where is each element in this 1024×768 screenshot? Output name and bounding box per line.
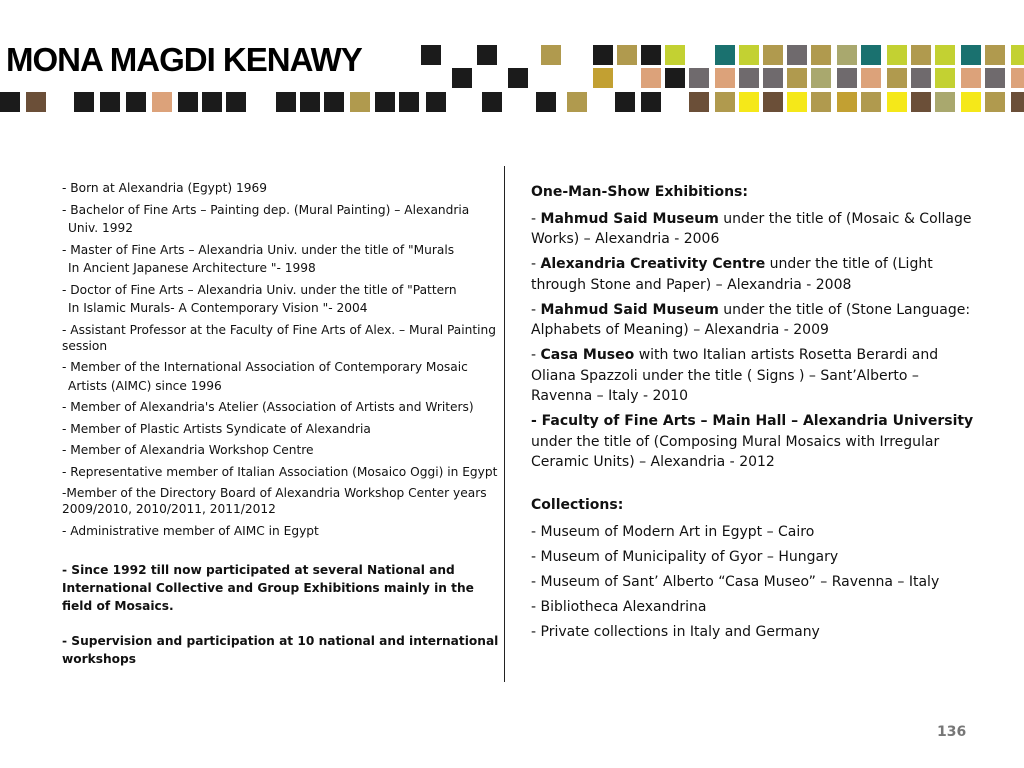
mosaic-tile — [715, 68, 735, 88]
mosaic-tile — [985, 45, 1005, 65]
mosaic-tile — [300, 92, 320, 112]
mosaic-tile — [739, 45, 759, 65]
mosaic-tile — [715, 45, 735, 65]
mosaic-tile — [665, 45, 685, 65]
mosaic-tile — [0, 92, 20, 112]
collection-item: - Museum of Municipality of Gyor – Hungary — [531, 548, 839, 565]
bio-line: Univ. 1992 — [68, 221, 134, 235]
column-divider — [504, 166, 505, 682]
mosaic-tile — [763, 68, 783, 88]
exhibition-item: - Mahmud Said Museum under the title of (Stone Language: Alphabets of Meaning) – Alexandria - 2009 — [531, 301, 971, 338]
mosaic-tile — [763, 45, 783, 65]
bio-line: - Since 1992 till now participated at several National and International Collective and Group Exhibitions mainly in the field of Mosaics. — [62, 563, 474, 613]
mosaic-tile — [74, 92, 94, 112]
mosaic-tile — [787, 92, 807, 112]
exhibition-description: under the title of (Mosaic & Collage Works) – Alexandria - 2006 — [531, 210, 972, 247]
bio-line: - Assistant Professor at the Faculty of Fine Arts of Alex. – Mural Painting session — [62, 322, 496, 353]
exhibition-item: - Casa Museo with two Italian artists Rosetta Berardi and Oliana Spazzoli under the title ( Signs ) – Sant’Alberto – Ravenna – Italy - 2010 — [531, 347, 939, 404]
mosaic-tile — [961, 45, 981, 65]
mosaic-tile — [617, 45, 637, 65]
mosaic-tile — [887, 68, 907, 88]
page-number: 136 — [937, 724, 967, 740]
collection-item: - Bibliotheca Alexandrina — [531, 598, 707, 615]
mosaic-tile — [421, 45, 441, 65]
mosaic-tile — [787, 45, 807, 65]
mosaic-tile — [1011, 45, 1024, 65]
bio-line: In Ancient Japanese Architecture "- 1998 — [68, 261, 316, 275]
mosaic-tile — [665, 68, 685, 88]
collections-list — [531, 522, 981, 643]
exhibition-venue: - Faculty of Fine Arts – Main Hall – Alexandria University — [531, 413, 974, 429]
mosaic-tile — [536, 92, 556, 112]
exhibition-item — [531, 411, 981, 473]
mosaic-tile — [689, 92, 709, 112]
bio-line: - Member of Alexandria Workshop Centre — [62, 443, 314, 457]
mosaic-tile — [811, 45, 831, 65]
mosaic-tile — [226, 92, 246, 112]
collection-item: - Museum of Sant’ Alberto “Casa Museo” – Ravenna – Italy — [531, 573, 940, 590]
mosaic-tile — [641, 92, 661, 112]
biography-column — [62, 180, 502, 668]
mosaic-tile — [985, 92, 1005, 112]
mosaic-tile — [152, 92, 172, 112]
mosaic-tile — [615, 92, 635, 112]
bio-line: - Doctor of Fine Arts – Alexandria Univ. under the title of "Pattern — [62, 282, 457, 297]
bio-line: -Member of the Directory Board of Alexandria Workshop Center years 2009/2010, 2010/2011, 2011/2012 — [62, 486, 487, 516]
mosaic-tile — [178, 92, 198, 112]
mosaic-tile — [641, 45, 661, 65]
bio-line: - Supervision and participation at 10 national and international workshops — [62, 634, 499, 666]
mosaic-tile — [593, 45, 613, 65]
bio-line: - Member of Alexandria's Atelier (Association of Artists and Writers) — [62, 400, 474, 414]
mosaic-tile — [961, 68, 981, 88]
mosaic-tile — [126, 92, 146, 112]
bio-line: - Member of the International Association of Contemporary Mosaic — [62, 360, 468, 374]
exhibition-description: under the title of (Stone Language: Alphabets of Meaning) – Alexandria - 2009 — [531, 301, 971, 338]
exhibition-venue: Mahmud Said Museum — [540, 210, 719, 227]
mosaic-tile — [375, 92, 395, 112]
mosaic-tile — [861, 68, 881, 88]
exhibition-description: with two Italian artists Rosetta Berardi and Oliana Spazzoli under the title ( Signs ) – Sant’Alberto – Ravenna – Italy - 2010 — [531, 347, 939, 404]
exhibition-venue: Casa Museo — [540, 347, 635, 363]
mosaic-tile — [811, 68, 831, 88]
mosaic-tile — [477, 45, 497, 65]
mosaic-tile — [887, 45, 907, 65]
mosaic-tile — [935, 45, 955, 65]
mosaic-tile — [861, 92, 881, 112]
exhibition-item: - Mahmud Said Museum under the title of (Mosaic & Collage Works) – Alexandria - 2006 — [531, 210, 972, 247]
mosaic-tile — [985, 68, 1005, 88]
mosaic-tile — [541, 45, 561, 65]
bio-line: Artists (AIMC) since 1996 — [68, 378, 222, 393]
mosaic-tile — [350, 92, 370, 112]
exhibition-venue: Alexandria Creativity Centre — [540, 256, 766, 272]
mosaic-tile — [911, 68, 931, 88]
mosaic-tile — [641, 68, 661, 88]
exhibition-description: under the title of (Composing Mural Mosaics with Irregular Ceramic Units) – Alexandria - 2012 — [531, 433, 940, 470]
mosaic-tile — [837, 92, 857, 112]
mosaic-tile — [567, 92, 587, 112]
mosaic-tile — [715, 92, 735, 112]
exhibition-description: under the title of (Light through Stone and Paper) – Alexandria - 2008 — [531, 256, 933, 293]
bio-line: - Representative member of Italian Association (Mosaico Oggi) in Egypt — [62, 464, 498, 479]
exhibitions-column — [531, 182, 981, 647]
mosaic-tile — [763, 92, 783, 112]
mosaic-tile — [1011, 68, 1024, 88]
mosaic-tile — [482, 92, 502, 112]
mosaic-tile — [593, 68, 613, 88]
exhibitions-heading: One-Man-Show Exhibitions: — [531, 184, 748, 200]
bio-line: - Member of Plastic Artists Syndicate of Alexandria — [62, 421, 371, 436]
mosaic-tile — [100, 92, 120, 112]
mosaic-tile — [861, 45, 881, 65]
collection-item: - Private collections in Italy and Germany — [531, 623, 820, 640]
mosaic-tile — [961, 92, 981, 112]
mosaic-tile — [1011, 92, 1024, 112]
mosaic-tile — [689, 68, 709, 88]
mosaic-tile — [911, 45, 931, 65]
mosaic-tile — [935, 68, 955, 88]
mosaic-tile — [426, 92, 446, 112]
mosaic-tile — [787, 68, 807, 88]
mosaic-tile — [911, 92, 931, 112]
mosaic-tile — [739, 92, 759, 112]
bio-line: - Administrative member of AIMC in Egypt — [62, 523, 319, 538]
mosaic-tile — [739, 68, 759, 88]
mosaic-tile — [399, 92, 419, 112]
mosaic-tile — [202, 92, 222, 112]
collection-item: - Museum of Modern Art in Egypt – Cairo — [531, 523, 815, 540]
collections-heading: Collections: — [531, 497, 624, 513]
bio-line: - Master of Fine Arts – Alexandria Univ. under the title of "Murals — [62, 242, 455, 257]
mosaic-tile — [508, 68, 528, 88]
exhibitions-list — [531, 209, 981, 473]
bio-line: - Born at Alexandria (Egypt) 1969 — [62, 181, 268, 195]
bio-line: In Islamic Murals- A Contemporary Vision "- 2004 — [68, 301, 368, 315]
mosaic-tile — [324, 92, 344, 112]
mosaic-tile — [26, 92, 46, 112]
mosaic-tile — [837, 68, 857, 88]
mosaic-tile — [887, 92, 907, 112]
bio-line: - Bachelor of Fine Arts – Painting dep. (Mural Painting) – Alexandria — [62, 202, 470, 217]
mosaic-tile — [935, 92, 955, 112]
exhibition-item: - Alexandria Creativity Centre under the title of (Light through Stone and Paper) – Alexandria - 2008 — [531, 256, 933, 293]
page-title: MONA MAGDI KENAWY — [6, 41, 362, 78]
mosaic-tile — [837, 45, 857, 65]
mosaic-tile — [811, 92, 831, 112]
mosaic-tile — [452, 68, 472, 88]
mosaic-tile — [276, 92, 296, 112]
exhibition-venue: Mahmud Said Museum — [540, 301, 719, 318]
